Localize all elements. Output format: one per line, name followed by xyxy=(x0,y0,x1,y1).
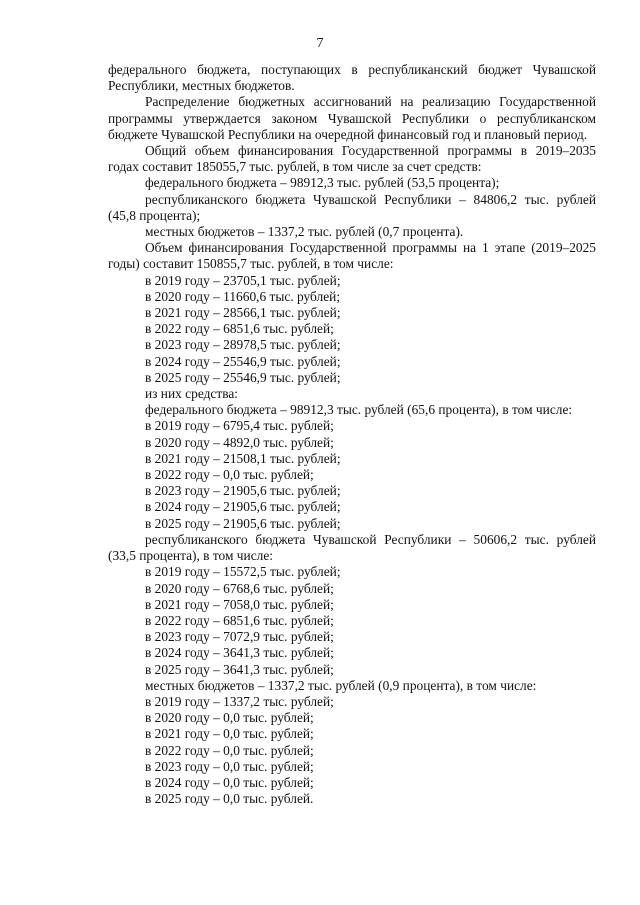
paragraph: Общий объем финансирования Государственной программы в 2019–2035 годах составит 185055,7 тыс. рублей, в том числе за счет средств: xyxy=(108,143,596,175)
paragraph: республиканского бюджета Чувашской Республики – 84806,2 тыс. рублей (45,8 процента); xyxy=(108,191,596,223)
paragraph: местных бюджетов – 1337,2 тыс. рублей (0,7 процента). xyxy=(145,224,464,240)
paragraph: в 2019 году – 15572,5 тыс. рублей; xyxy=(145,564,341,580)
paragraph: республиканского бюджета Чувашской Республики – 50606,2 тыс. рублей (33,5 процента), в том числе: xyxy=(108,531,596,564)
paragraph: в 2023 году – 0,0 тыс. рублей; xyxy=(145,758,314,774)
document-body xyxy=(108,62,596,807)
paragraph: в 2025 году – 0,0 тыс. рублей. xyxy=(145,791,314,807)
paragraph: федерального бюджета – 98912,3 тыс. рублей (53,5 процента); xyxy=(145,175,500,191)
paragraph: в 2021 году – 28566,1 тыс. рублей; xyxy=(145,305,341,321)
paragraph: Объем финансирования Государственной программы на 1 этапе (2019–2025 годы) составит 150855,7 тыс. рублей, в том числе: xyxy=(108,240,596,272)
paragraph: в 2025 году – 3641,3 тыс. рублей; xyxy=(145,661,334,677)
paragraph: в 2019 году – 1337,2 тыс. рублей; xyxy=(145,693,334,709)
paragraph: в 2025 году – 21905,6 тыс. рублей; xyxy=(145,515,341,531)
paragraph: из них средства: xyxy=(145,386,239,402)
paragraph: в 2024 году – 21905,6 тыс. рублей; xyxy=(145,499,341,515)
paragraph: в 2023 году – 7072,9 тыс. рублей; xyxy=(145,629,334,645)
paragraph: в 2022 году – 6851,6 тыс. рублей; xyxy=(145,612,334,628)
paragraph: в 2019 году – 6795,4 тыс. рублей; xyxy=(145,418,334,434)
paragraph: Распределение бюджетных ассигнований на реализацию Государственной программы утверждается законом Чувашской Республики о республиканском бюджете Чувашской Республики на очередной финансовый год и плановый период. xyxy=(108,94,596,142)
paragraph: в 2023 году – 21905,6 тыс. рублей; xyxy=(145,483,341,499)
paragraph: в 2021 году – 0,0 тыс. рублей; xyxy=(145,726,314,742)
paragraph: в 2020 году – 6768,6 тыс. рублей; xyxy=(145,580,334,596)
paragraph: в 2022 году – 6851,6 тыс. рублей; xyxy=(145,321,334,337)
paragraph: в 2021 году – 21508,1 тыс. рублей; xyxy=(145,450,341,466)
paragraph: местных бюджетов – 1337,2 тыс. рублей (0,9 процента), в том числе: xyxy=(145,677,537,693)
paragraph: в 2023 году – 28978,5 тыс. рублей; xyxy=(145,337,341,353)
paragraph: в 2021 году – 7058,0 тыс. рублей; xyxy=(145,596,334,612)
page-number: 7 xyxy=(316,36,324,51)
paragraph: в 2022 году – 0,0 тыс. рублей; xyxy=(145,467,314,483)
paragraph: в 2024 году – 3641,3 тыс. рублей; xyxy=(145,645,334,661)
paragraph: в 2024 году – 25546,9 тыс. рублей; xyxy=(145,353,341,369)
paragraph: федерального бюджета – 98912,3 тыс. рублей (65,6 процента), в том числе: xyxy=(145,402,573,418)
paragraph: в 2020 году – 0,0 тыс. рублей; xyxy=(145,710,314,726)
paragraph: в 2025 году – 25546,9 тыс. рублей; xyxy=(145,369,341,385)
paragraph: в 2022 году – 0,0 тыс. рублей; xyxy=(145,742,314,758)
paragraph: федерального бюджета, поступающих в республиканский бюджет Чувашской Республики, местных бюджетов. xyxy=(108,62,596,94)
paragraph: в 2020 году – 11660,6 тыс. рублей; xyxy=(145,288,341,304)
paragraph: в 2024 году – 0,0 тыс. рублей; xyxy=(145,774,314,790)
paragraph: в 2020 году – 4892,0 тыс. рублей; xyxy=(145,434,334,450)
paragraph: в 2019 году – 23705,1 тыс. рублей; xyxy=(145,272,341,288)
